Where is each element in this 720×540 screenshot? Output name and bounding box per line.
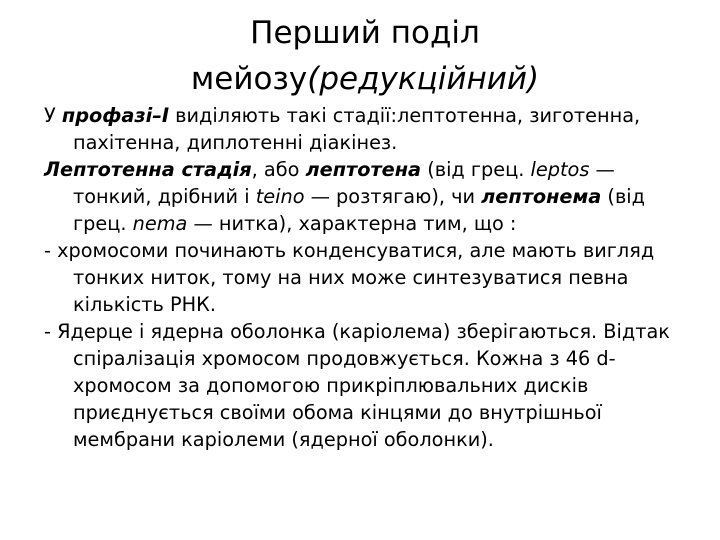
- term-leptos: leptos: [530, 158, 590, 181]
- text-run: виділяють такі стадії:лептотенна, зиготенна, пахітенна, диплотенні діакінез.: [73, 104, 641, 154]
- term-prophase: профазі–І: [61, 104, 170, 127]
- text-run: — розтягаю), чи: [304, 185, 482, 208]
- slide-title: [120, 10, 610, 102]
- paragraph-chromosomes: [44, 237, 694, 318]
- slide-body: [44, 102, 694, 453]
- term-leptotene-stage: Лептотенна стадія: [44, 158, 252, 181]
- title-line-2-regular: мейозу: [190, 61, 308, 97]
- term-leptonema: лептонема: [481, 185, 602, 208]
- paragraph-nucleolus: [44, 318, 694, 453]
- text-run: , або: [251, 158, 306, 181]
- text-run: (від грец.: [73, 185, 645, 235]
- title-line-2: [120, 56, 610, 102]
- text-run: У: [44, 104, 62, 127]
- term-nema: nema: [132, 212, 188, 235]
- term-teino: teino: [255, 185, 305, 208]
- text-run: - хромосоми починають конденсуватися, але мають вигляд тонких ниток, тому на них може синтезуватися певна кількість РНК.: [44, 239, 655, 316]
- paragraph-prophase: [44, 102, 694, 156]
- paragraph-leptotene: [44, 156, 694, 237]
- text-run: (від грец.: [421, 158, 531, 181]
- title-line-1: Перший поділ: [250, 15, 480, 51]
- text-run: — тонкий, дрібний і: [73, 158, 615, 208]
- title-line-2-italic: (редукційний): [307, 61, 540, 97]
- term-leptotene: лептотена: [305, 158, 422, 181]
- text-run: - Ядерце і ядерна оболонка (каріолема) зберігаються. Відтак спіралізація хромосом продовжується. Кожна з 46 d-хромосом за допомогою прикріплювальних дисків приєднується своїми обома кінцями до внутрішньої мембрани каріолеми (ядерної оболонки).: [44, 320, 670, 451]
- text-run: — нитка), характерна тим, що :: [187, 212, 517, 235]
